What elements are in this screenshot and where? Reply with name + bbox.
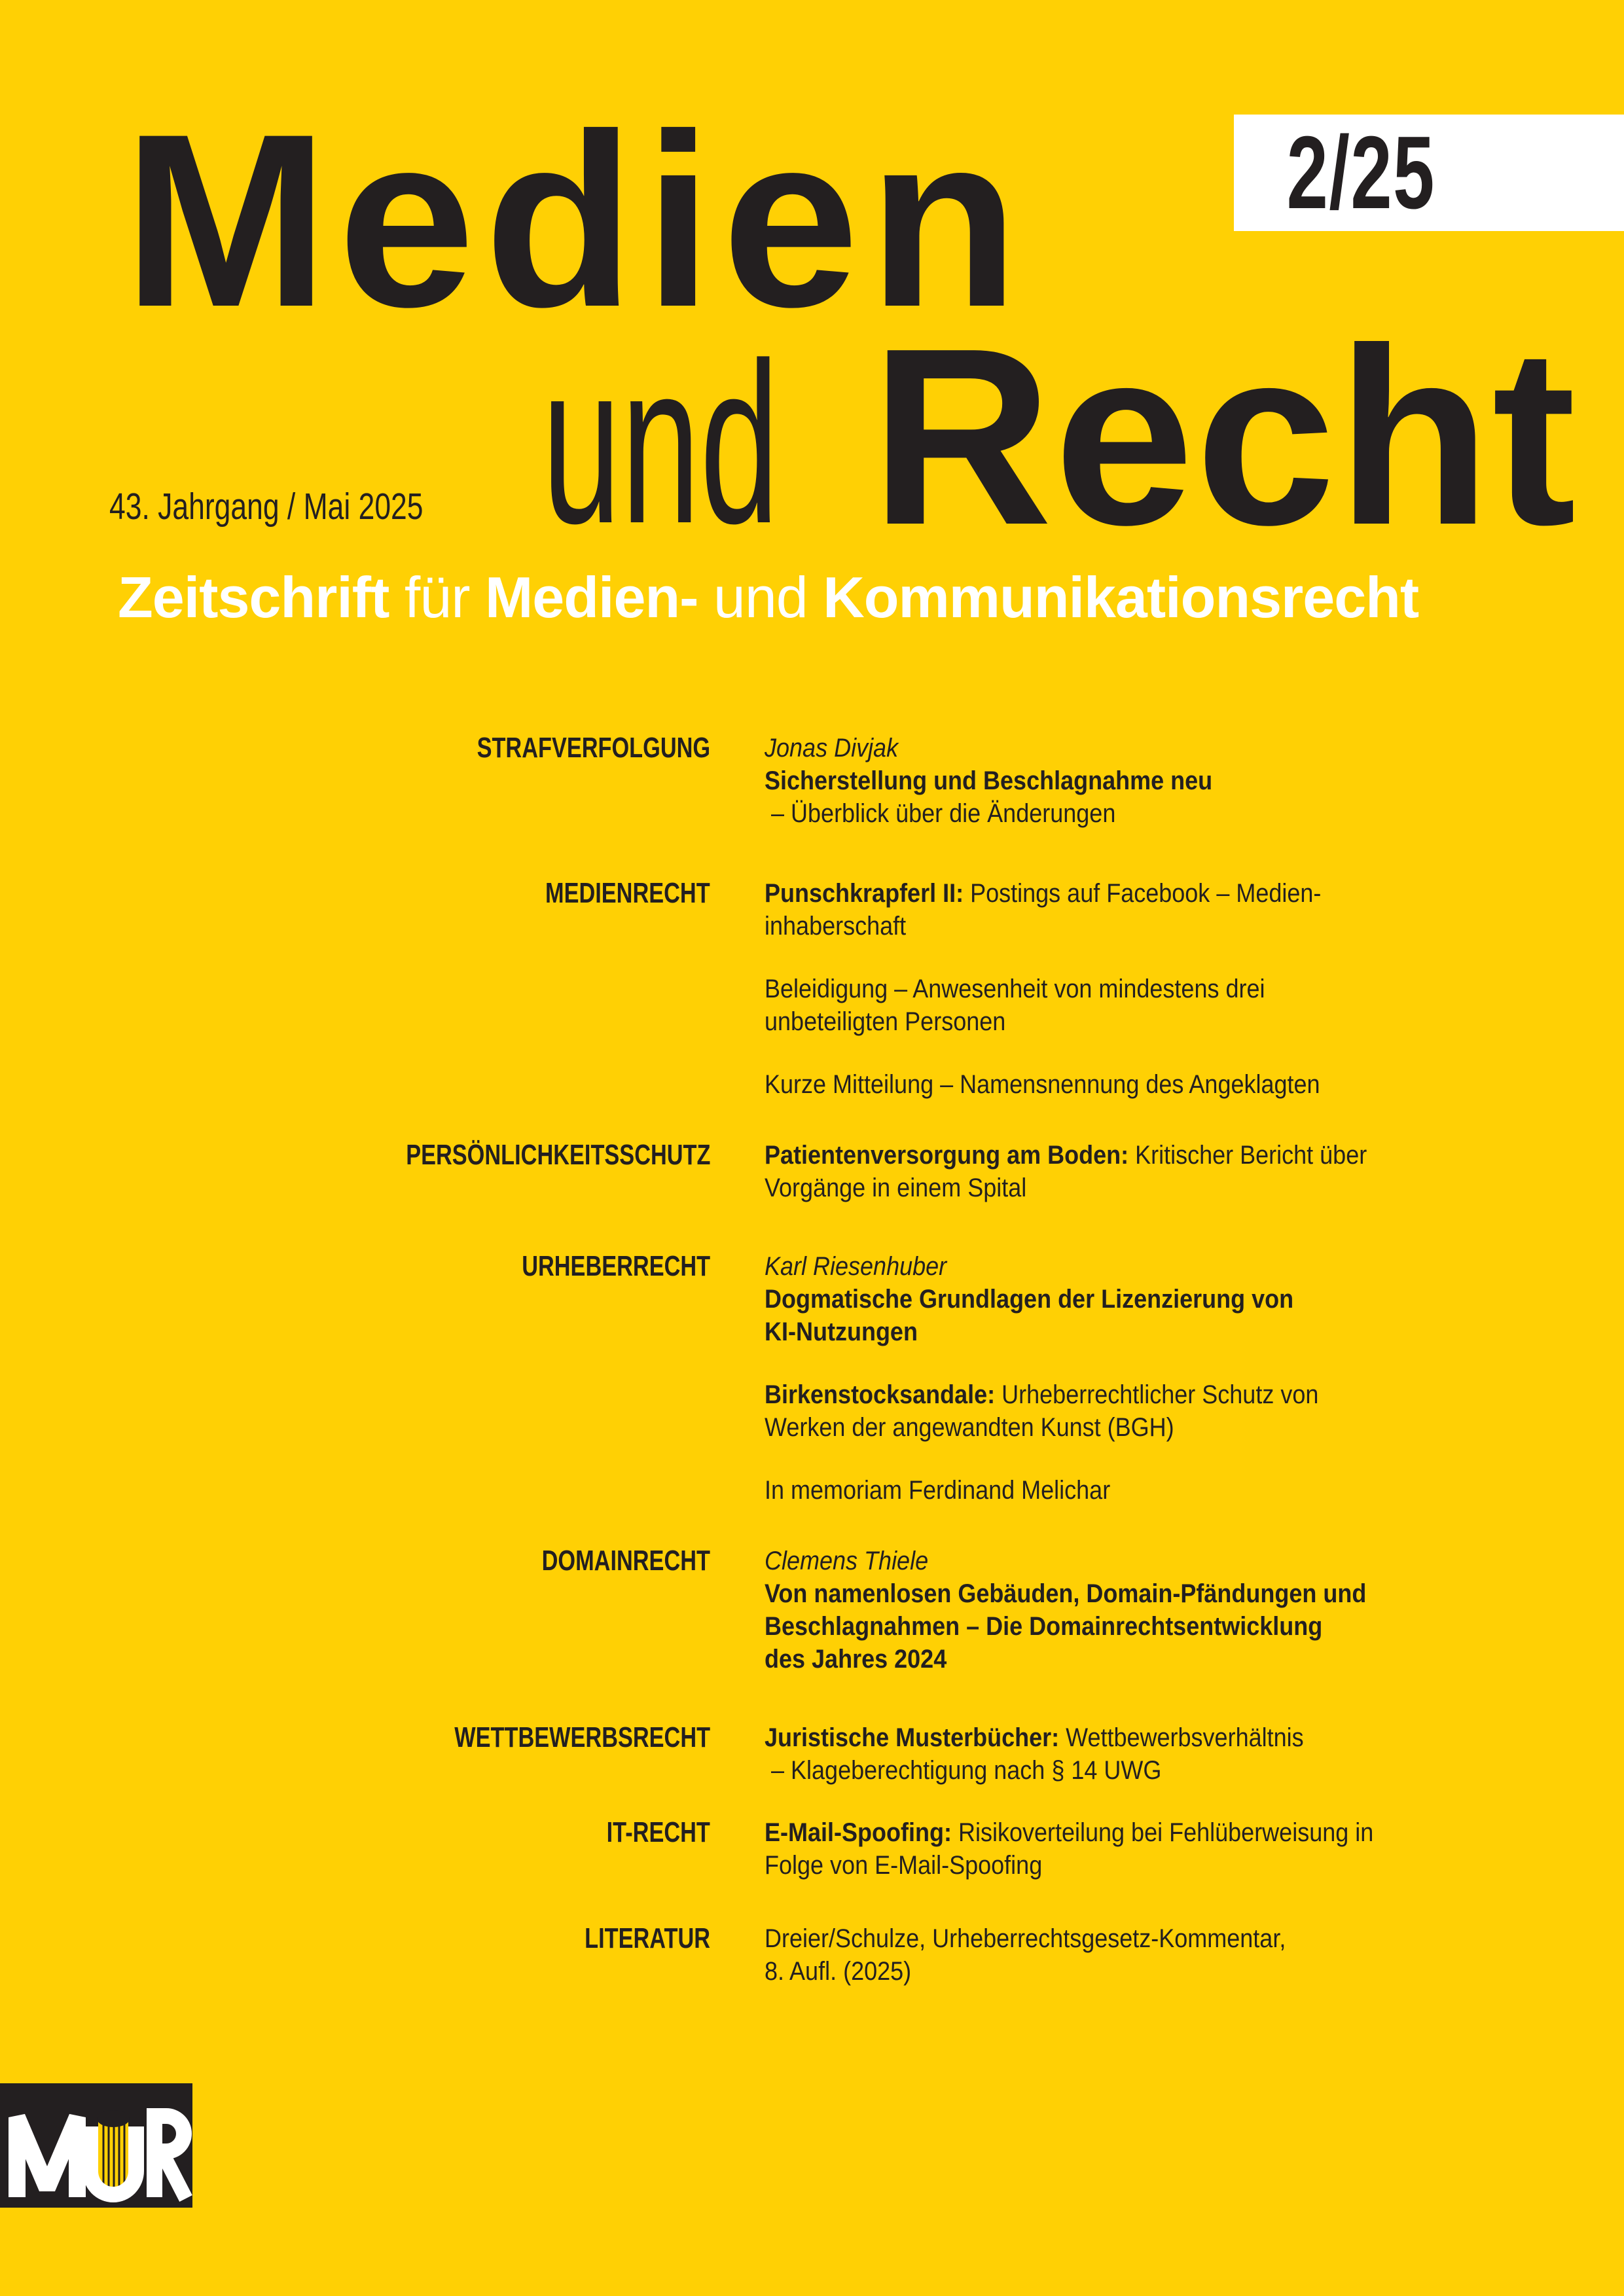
toc-entry xyxy=(765,877,1624,942)
toc-entry-line xyxy=(765,1721,1538,1754)
toc-section xyxy=(0,1545,1624,1676)
toc-entry-text: Risikoverteilung bei Fehlüberweisung in xyxy=(951,1818,1374,1847)
toc-entry-line xyxy=(765,797,1538,830)
toc-category-label xyxy=(0,1721,710,1754)
toc-entry-text: Sicherstellung und Beschlagnahme neu xyxy=(765,766,1213,795)
toc-section-entries xyxy=(765,1139,1624,1204)
subtitle-run: Kommunikationsrecht xyxy=(823,565,1419,630)
volume-dateline: 43. Jahrgang / Mai 2025 xyxy=(109,486,424,528)
toc-entry-line xyxy=(765,1955,1538,1988)
toc-category-label xyxy=(0,1250,710,1283)
subtitle-run: und xyxy=(713,565,823,630)
toc-entry-text: Beleidigung – Anwesenheit von mindestens drei xyxy=(765,975,1265,1003)
toc-section xyxy=(0,1139,1624,1204)
toc-entry xyxy=(765,1721,1624,1787)
mur-logo xyxy=(0,2083,192,2208)
toc-entry-line xyxy=(765,1922,1538,1955)
toc-entry-line xyxy=(765,1411,1538,1444)
toc-category-label-text: URHEBERRECHT xyxy=(522,1250,710,1282)
logo-book-top xyxy=(97,2110,130,2127)
toc-entry-text: Vorgänge in einem Spital xyxy=(765,1174,1027,1202)
toc-category-label xyxy=(0,1816,710,1849)
toc-entry-text: Beschlagnahmen – Die Domainrechtsentwicklung xyxy=(765,1612,1323,1641)
toc-entry-text: Karl Riesenhuber xyxy=(765,1252,947,1281)
toc-entry-line xyxy=(765,1316,1538,1348)
toc-category-label xyxy=(0,1545,710,1577)
toc-category-label xyxy=(0,1139,710,1172)
toc-entry-line xyxy=(765,1643,1538,1676)
toc-section-entries xyxy=(765,1922,1624,1988)
toc-entry-line xyxy=(765,1172,1538,1204)
toc-category-label-text: LITERATUR xyxy=(585,1922,710,1954)
toc-entry-line xyxy=(765,1005,1538,1038)
toc-entry xyxy=(765,1922,1624,1988)
toc-entry-text: unbeteiligten Personen xyxy=(765,1007,1006,1036)
toc-entry-text: des Jahres 2024 xyxy=(765,1645,947,1674)
toc-entry-line xyxy=(765,910,1538,942)
toc-category-label-text: WETTBEWERBSRECHT xyxy=(454,1721,710,1753)
toc-entry-text: 8. Aufl. (2025) xyxy=(765,1957,912,1986)
toc-entry-text: Postings auf Facebook – Medien- xyxy=(964,879,1322,908)
issue-badge xyxy=(1234,115,1624,231)
toc-section xyxy=(0,732,1624,830)
toc-entry-line xyxy=(765,1474,1538,1507)
toc-entry-line xyxy=(765,1610,1538,1643)
toc-category-label xyxy=(0,877,710,910)
toc-entry-line xyxy=(765,973,1538,1005)
toc-entry-text: – Überblick über die Änderungen xyxy=(765,799,1116,828)
toc-category-label-text: PERSÖNLICHKEITSSCHUTZ xyxy=(405,1139,710,1171)
toc-category-label-text: MEDIENRECHT xyxy=(545,877,710,909)
toc-category-label-text: DOMAINRECHT xyxy=(541,1545,710,1577)
toc-entry-text: Juristische Musterbücher: xyxy=(765,1723,1060,1752)
toc-entry xyxy=(765,1474,1624,1507)
journal-title-und: und xyxy=(542,315,780,571)
toc-section-entries xyxy=(765,1721,1624,1787)
subtitle xyxy=(118,565,1419,630)
toc-category-label xyxy=(0,1922,710,1955)
toc-entry-text: KI-Nutzungen xyxy=(765,1318,918,1346)
subtitle-run: Zeitschrift xyxy=(118,565,405,630)
toc-entry xyxy=(765,973,1624,1038)
toc-section xyxy=(0,877,1624,1101)
toc-entry xyxy=(765,1139,1624,1204)
issue-number: 2/25 xyxy=(1286,115,1435,230)
toc-entry-text: E-Mail-Spoofing: xyxy=(765,1818,952,1847)
subtitle-run: für xyxy=(404,565,485,630)
toc-entry-text: Von namenlosen Gebäuden, Domain-Pfändungen und xyxy=(765,1579,1367,1608)
toc-entry-text: Dogmatische Grundlagen der Lizenzierung von xyxy=(765,1285,1294,1314)
toc-entry-text: inhaberschaft xyxy=(765,912,907,941)
toc-section-entries xyxy=(765,1816,1624,1882)
toc-entry-text: – Klageberechtigung nach § 14 UWG xyxy=(765,1756,1162,1785)
toc-entry xyxy=(765,1816,1624,1882)
toc-section-entries xyxy=(765,732,1624,830)
toc-section xyxy=(0,1250,1624,1507)
toc-entry xyxy=(765,732,1624,830)
toc-entry xyxy=(765,1068,1624,1101)
toc-entry-text: Urheberrechtlicher Schutz von xyxy=(995,1380,1319,1409)
toc-category-label-text: STRAFVERFOLGUNG xyxy=(477,732,710,764)
toc-entry-text: Werken der angewandten Kunst (BGH) xyxy=(765,1413,1174,1442)
toc-section-entries xyxy=(765,1250,1624,1507)
toc-category-label xyxy=(0,732,710,764)
toc-entry-line xyxy=(765,1754,1538,1787)
toc-section xyxy=(0,1721,1624,1787)
journal-title-medien: Medien xyxy=(123,82,1028,358)
toc-entry xyxy=(765,1545,1624,1676)
toc-entry-line xyxy=(765,1250,1538,1283)
toc-entry xyxy=(765,1250,1624,1348)
toc-entry-line xyxy=(765,1816,1538,1849)
toc-entry-line xyxy=(765,1378,1538,1411)
subtitle-run: Medien- xyxy=(485,565,713,630)
toc-entry-text: Punschkrapferl II: xyxy=(765,879,964,908)
toc-entry-line xyxy=(765,877,1538,910)
toc-entry-text: Jonas Divjak xyxy=(765,734,899,762)
toc-entry-line xyxy=(765,1283,1538,1316)
toc-entry-text: Birkenstocksandale: xyxy=(765,1380,996,1409)
toc-section-entries xyxy=(765,877,1624,1101)
toc-entry-line xyxy=(765,1139,1538,1172)
toc-section xyxy=(0,1816,1624,1882)
toc-category-label-text: IT-RECHT xyxy=(606,1816,710,1848)
toc-entry-line xyxy=(765,1849,1538,1882)
toc-entry-line xyxy=(765,1068,1538,1101)
toc-entry-line xyxy=(765,1577,1538,1610)
toc-entry-text: Patientenversorgung am Boden: xyxy=(765,1141,1129,1170)
toc-entry-text: Dreier/Schulze, Urheberrechtsgesetz-Kommentar, xyxy=(765,1924,1286,1953)
toc-entry-text: In memoriam Ferdinand Melichar xyxy=(765,1476,1111,1505)
toc-entry-text: Kurze Mitteilung – Namensnennung des Angeklagten xyxy=(765,1070,1320,1099)
toc-entry-text: Kritischer Bericht über xyxy=(1128,1141,1367,1170)
journal-title-recht: Recht xyxy=(871,295,1578,577)
toc-entry-text: Wettbewerbsverhältnis xyxy=(1059,1723,1304,1752)
toc-entry-line xyxy=(765,764,1538,797)
toc-entry-text: Folge von E-Mail-Spoofing xyxy=(765,1851,1043,1880)
toc-entry-line xyxy=(765,1545,1538,1577)
toc-entry-line xyxy=(765,732,1538,764)
toc-entry-text: Clemens Thiele xyxy=(765,1547,929,1575)
toc-section xyxy=(0,1922,1624,1988)
toc-entry xyxy=(765,1378,1624,1444)
toc-section-entries xyxy=(765,1545,1624,1676)
